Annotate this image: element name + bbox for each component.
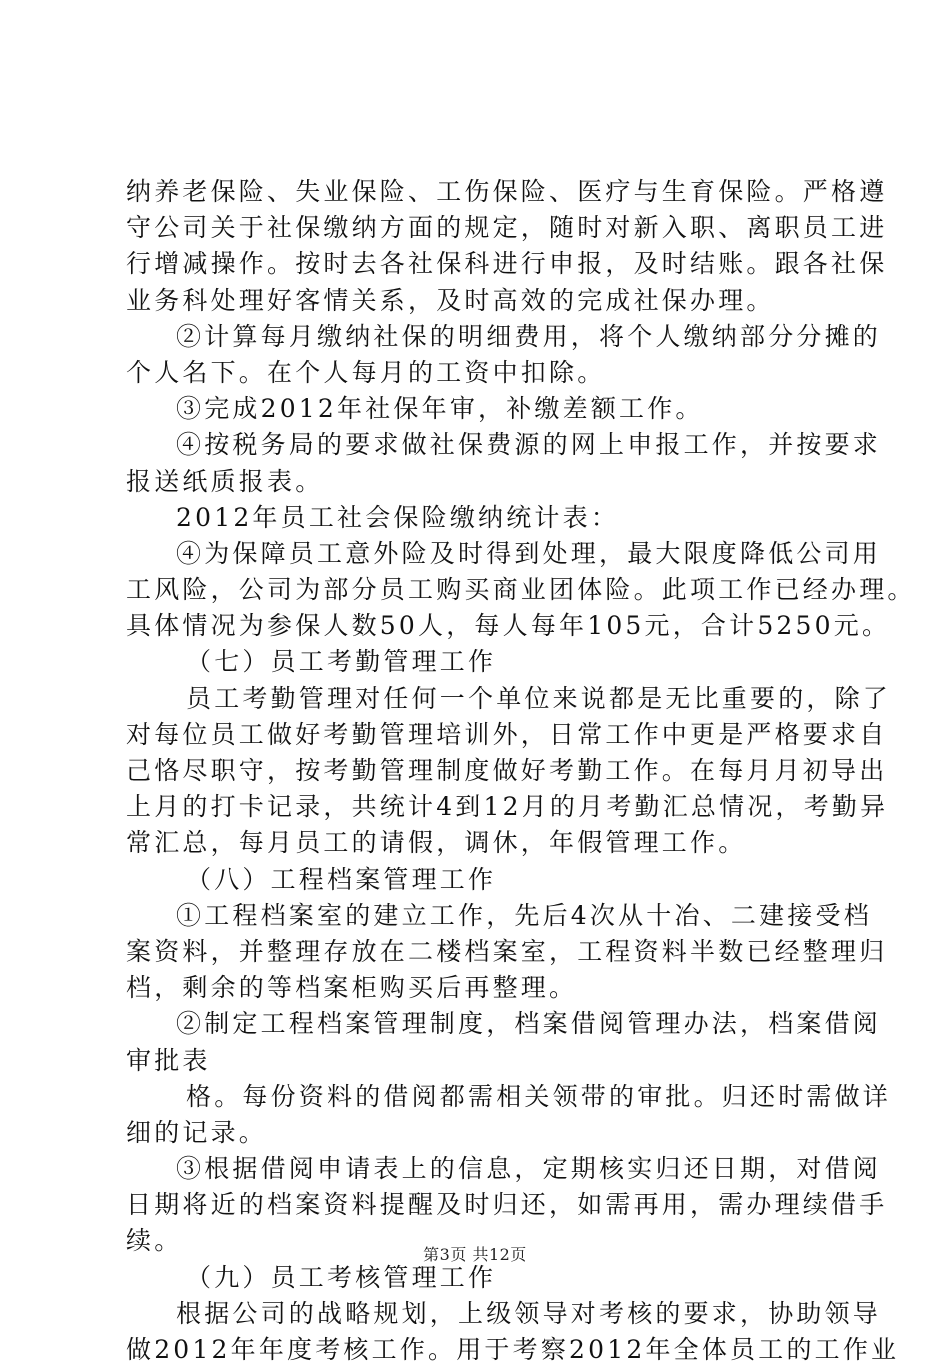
text-line: ①工程档案室的建立工作，先后4次从十冶、二建接受档	[176, 900, 872, 930]
text-line: 对每位员工做好考勤管理培训外，日常工作中更是严格要求自	[126, 719, 888, 749]
text-line: 工风险，公司为部分员工购买商业团体险。此项工作已经办理。	[126, 575, 916, 605]
page-footer: 第3页 共12页	[423, 1245, 527, 1264]
text-line: ②制定工程档案管理制度，档案借阅管理办法，档案借阅	[176, 1009, 882, 1039]
text-line: 报送纸质报表。	[126, 466, 324, 496]
body-text	[126, 174, 916, 1368]
text-line: 审批表	[126, 1045, 211, 1075]
text-line: ③根据借阅申请表上的信息，定期核实归还日期，对借阅	[176, 1154, 882, 1184]
text-line: 员工考勤管理对任何一个单位来说都是无比重要的，除了	[186, 683, 892, 713]
text-line: 日期将近的档案资料提醒及时归还，如需再用，需办理续借手	[126, 1190, 888, 1220]
text-line: ④为保障员工意外险及时得到处理，最大限度降低公司用	[176, 538, 882, 568]
text-line: 案资料，并整理存放在二楼档案室，工程资料半数已经整理归	[126, 936, 888, 966]
text-line: 续。	[126, 1226, 183, 1256]
text-line: 纳养老保险、失业保险、工伤保险、医疗与生育保险。严格遵	[126, 177, 888, 206]
text-line: （八）工程档案管理工作	[186, 864, 497, 894]
text-line: 上月的打卡记录，共统计4到12月的月考勤汇总情况，考勤异	[126, 792, 889, 822]
text-line: 常汇总，每月员工的请假，调休，年假管理工作。	[126, 828, 747, 858]
text-line: 做2012年年度考核工作。用于考察2012年全体员工的工作业	[126, 1335, 900, 1364]
text-line: ③完成2012年社保年审，补缴差额工作。	[176, 394, 704, 424]
text-line: 个人名下。在个人每月的工资中扣除。	[126, 357, 606, 387]
text-line: 守公司关于社保缴纳方面的规定，随时对新入职、离职员工进	[126, 213, 888, 243]
text-line: 业务科处理好客情关系，及时高效的完成社保办理。	[126, 285, 775, 315]
text-line: 细的记录。	[126, 1117, 268, 1147]
text-line: 档，剩余的等档案柜购买后再整理。	[126, 973, 578, 1003]
text-line: （九）员工考核管理工作	[186, 1262, 497, 1292]
text-line: （七）员工考勤管理工作	[186, 647, 497, 677]
text-line: 根据公司的战略规划，上级领导对考核的要求，协助领导	[176, 1298, 882, 1328]
text-line: 己恪尽职守，按考勤管理制度做好考勤工作。在每月月初导出	[126, 756, 888, 785]
text-line: ④按税务局的要求做社保费源的网上申报工作，并按要求	[176, 430, 882, 460]
text-line: 行增减操作。按时去各社保科进行申报，及时结账。跟各社保	[126, 249, 888, 279]
text-line: 2012年员工社会保险缴纳统计表：	[176, 502, 620, 532]
text-line: 格。每份资料的借阅都需相关领带的审批。归还时需做详	[186, 1081, 892, 1111]
text-line: 具体情况为参保人数50人，每人每年105元，合计5250元。	[126, 611, 891, 641]
text-line: ②计算每月缴纳社保的明细费用，将个人缴纳部分分摊的	[176, 321, 882, 351]
